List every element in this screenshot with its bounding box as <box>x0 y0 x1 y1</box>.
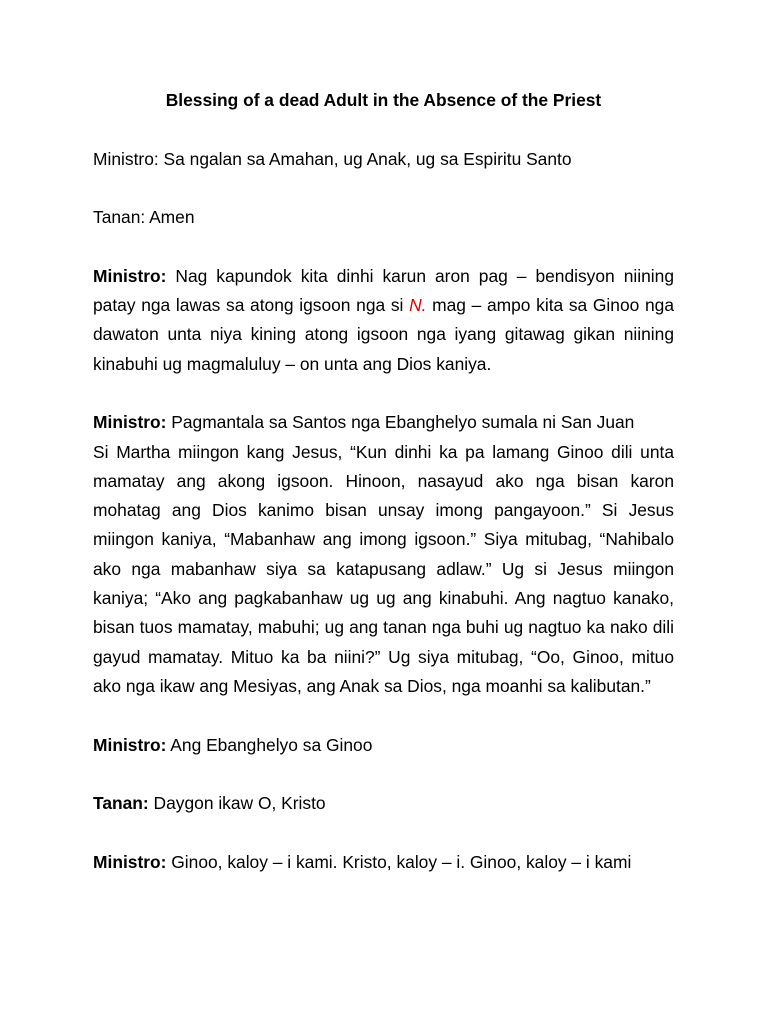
speaker-label: Ministro: <box>93 265 167 286</box>
opening-invocation: Ministro: Sa ngalan sa Amahan, ug Anak, ug sa Espiritu Santo <box>93 148 572 169</box>
gospel-heading <box>93 408 674 437</box>
kyrie-text: Ginoo, kaloy – i kami. Kristo, kaloy – i. Ginoo, kaloy – i kami <box>166 851 632 872</box>
name-placeholder: N. <box>409 295 427 316</box>
gospel-heading-text: Pagmantala sa Santos nga Ebanghelyo sumala ni San Juan <box>166 412 635 433</box>
introduction-text-2: mag – ampo kita sa Ginoo nga dawaton unta niya kining atong igsoon nga iyang gitawag gikan niining kinabuhi ug magmaluluy – on unta ang Dios kaniya. <box>93 295 674 374</box>
kyrie-line <box>93 848 674 877</box>
gospel-reading: Si Martha miingon kang Jesus, “Kun dinhi ka pa lamang Ginoo dili unta mamatay ang akong igsoon. Hinoon, nasayud ako nga bisan karon mohatag ang Dios kanimo bisan unsay imong pangayoon.” Si Jesus miingon kaniya, “Mabanhaw ang imong igsoon.” Siya mitubag, “Nahibalo ako nga mabanhaw siya sa katapusang adlaw.” Ug si Jesus miingon kaniya; “Ako ang pagkabanhaw ug ug ang kinabuhi. Ang nagtuo kanako, bisan tuos mamatay, mabuhi; ug ang tanan nga buhi ug nagtuo ka nako dili gayud mamatay. Mituo ka ba niini?” Ug siya mitubag, “Oo, Ginoo, mituo ako nga ikaw ang Mesiyas, ang Anak sa Dios, nga moanhi sa kalibutan.” <box>93 441 674 696</box>
speaker-label: Ministro: <box>93 412 167 433</box>
introduction-text-1: Nag kapundok kita dinhi karun aron pag – bendisyon niining patay nga lawas sa atong igsoon nga si <box>93 265 674 316</box>
gospel-closing <box>93 731 674 760</box>
response-amen: Tanan: Amen <box>93 207 195 228</box>
speaker-label: Ministro: <box>93 734 167 755</box>
document-title: Blessing of a dead Adult in the Absence of the Priest <box>165 90 602 110</box>
speaker-label: Tanan: <box>93 793 149 814</box>
document-page <box>93 86 674 877</box>
introduction-paragraph <box>93 262 674 379</box>
gospel-closing-text: Ang Ebanghelyo sa Ginoo <box>166 734 373 755</box>
speaker-label: Ministro: <box>93 851 167 872</box>
response-praise-text: Daygon ikaw O, Kristo <box>148 793 326 814</box>
response-praise <box>93 789 674 818</box>
